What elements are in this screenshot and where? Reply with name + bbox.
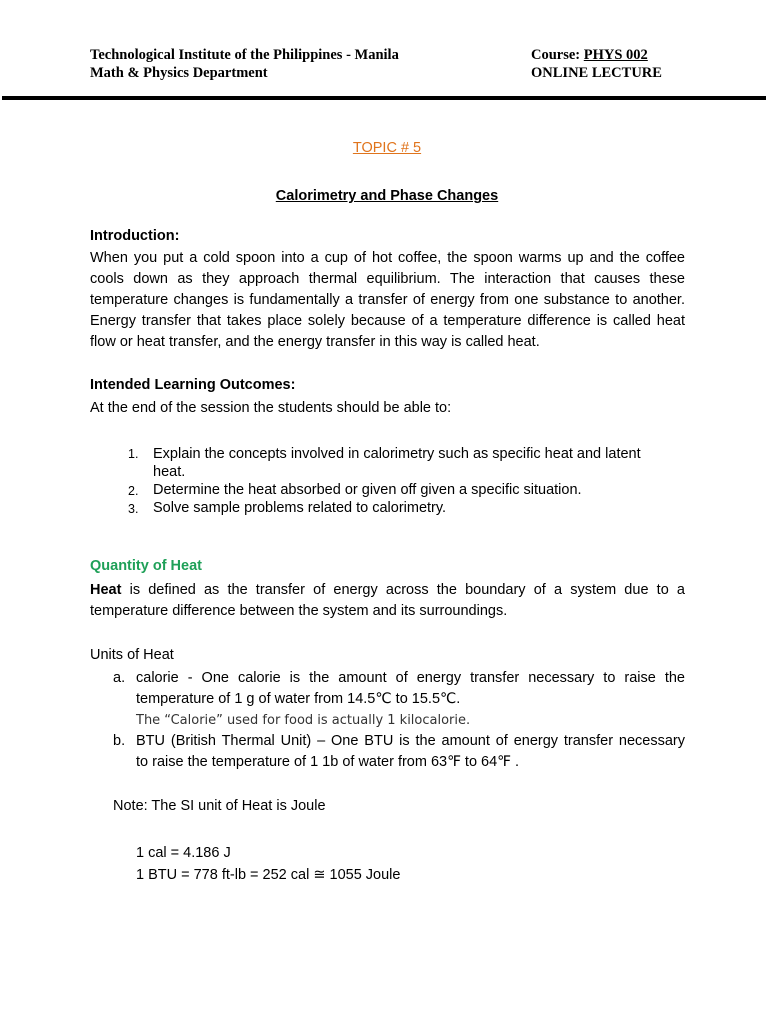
quantity-text: is defined as the transfer of energy across the boundary of a system due to a: [121, 582, 685, 598]
course-code: PHYS 002: [583, 47, 648, 63]
intro-line: cools down as they approach thermal equilibrium. The interaction that causes these: [90, 271, 685, 287]
page-title: Calorimetry and Phase Changes: [275, 188, 499, 204]
unit-calorie: [136, 668, 685, 731]
heat-term: Heat: [90, 582, 122, 598]
list-item-number: 2.: [128, 484, 139, 498]
topic-label: TOPIC # 5: [352, 140, 422, 156]
quantity-line: temperature difference between the system and its surroundings.: [90, 603, 508, 619]
quantity-heading: Quantity of Heat: [90, 558, 202, 574]
units-heading: Units of Heat: [90, 647, 174, 663]
intro-line: Energy transfer that takes place solely because of a temperature difference is called heat: [90, 313, 685, 329]
outcomes-heading: Intended Learning Outcomes:: [90, 377, 296, 393]
institution-header: [90, 46, 399, 82]
intro-line: When you put a cold spoon into a cup of hot coffee, the spoon warms up and the coffee: [90, 250, 685, 266]
list-item-letter: b.: [113, 733, 126, 749]
list-item: [153, 499, 683, 517]
unit-line: temperature of 1 g of water from 14.5℃ to 15.5℃.: [136, 691, 461, 707]
list-item: [153, 481, 683, 499]
quantity-line: [90, 580, 685, 601]
unit-note: The “Calorie” used for food is actually 1 kilocalorie.: [136, 713, 471, 728]
intro-line: temperature changes is fundamentally a transfer of energy from one substance to another.: [90, 292, 685, 308]
unit-line: to raise the temperature of 1 1b of water from 63℉ to 64℉ .: [136, 754, 520, 770]
si-note: Note: The SI unit of Heat is Joule: [113, 798, 326, 814]
list-item: [153, 445, 683, 481]
quantity-paragraph: [90, 580, 685, 622]
equation-cal: 1 cal = 4.186 J: [136, 845, 231, 861]
equation-btu: 1 BTU = 778 ft-lb = 252 cal ≅ 1055 Joule: [136, 867, 401, 883]
intro-line: flow or heat transfer, and the energy transfer in this way is called heat.: [90, 334, 540, 350]
unit-line: BTU (British Thermal Unit) – One BTU is the amount of energy transfer necessary: [136, 733, 685, 749]
outcomes-lead: At the end of the session the students should be able to:: [90, 400, 452, 416]
unit-btu: [136, 731, 685, 773]
list-item-line: Solve sample problems related to calorimetry.: [153, 500, 447, 516]
course-line: [531, 46, 662, 64]
list-item-number: 3.: [128, 502, 139, 516]
lecture-mode: ONLINE LECTURE: [531, 65, 662, 81]
list-item-line: heat.: [153, 464, 186, 480]
unit-line: calorie - One calorie is the amount of energy transfer necessary to raise the: [136, 670, 685, 686]
list-item-number: 1.: [128, 447, 139, 461]
header-divider: [2, 96, 766, 100]
introduction-heading: Introduction:: [90, 228, 180, 244]
list-item-line: Explain the concepts involved in calorimetry such as specific heat and latent: [153, 446, 641, 462]
institute-name: Technological Institute of the Philippines - Manila: [90, 47, 399, 63]
introduction-paragraph: [90, 248, 685, 353]
department-name: Math & Physics Department: [90, 65, 268, 81]
course-label: Course:: [531, 47, 584, 63]
list-item-letter: a.: [113, 670, 126, 686]
course-header: [531, 46, 662, 82]
list-item-line: Determine the heat absorbed or given off given a specific situation.: [153, 482, 582, 498]
